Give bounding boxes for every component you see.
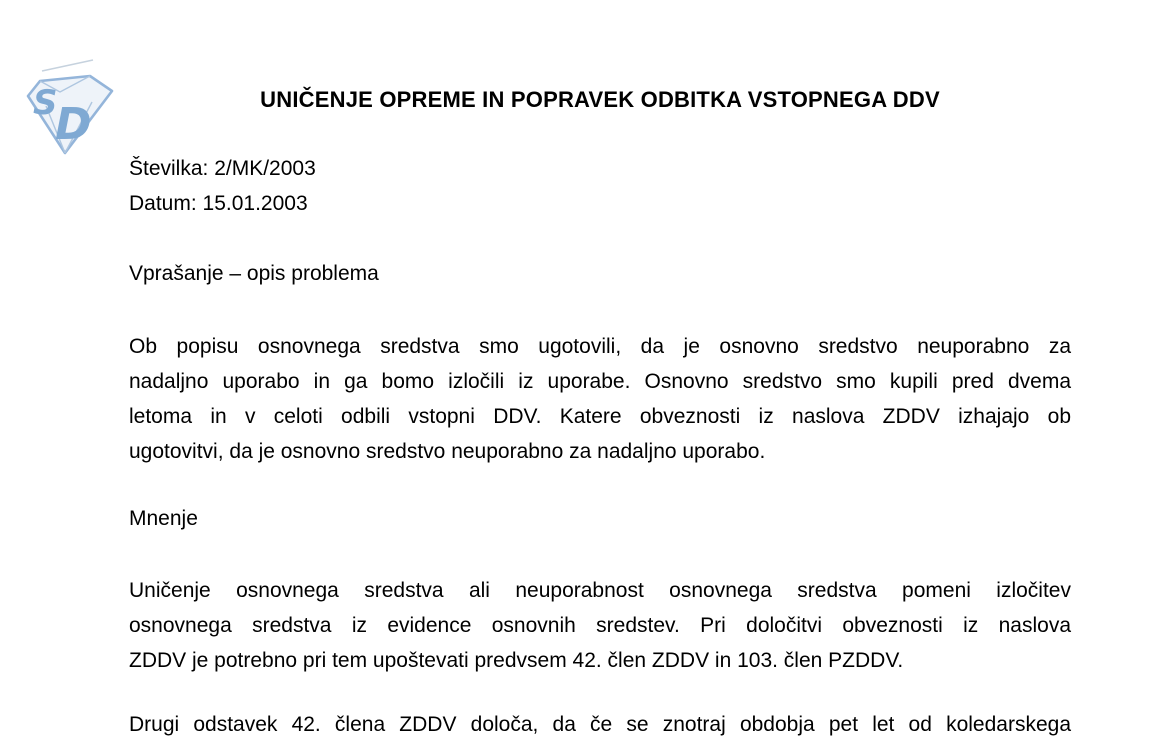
document-title: UNIČENJE OPREME IN POPRAVEK ODBITKA VSTOPNEGA DDV — [260, 87, 940, 112]
opinion-heading: Mnenje — [129, 507, 198, 530]
document-date-line: Datum: 15.01.2003 — [129, 192, 308, 215]
logo-letter-s: S — [33, 83, 58, 123]
paragraph-line: Uničenje osnovnega sredstva ali neuporabnost osnovnega sredstva pomeni izločitev — [129, 579, 1071, 602]
logo-accent-line — [42, 60, 93, 71]
paragraph-line: Drugi odstavek 42. člena ZDDV določa, da če se znotraj obdobja pet let od koledarskega — [129, 713, 1071, 736]
opinion-paragraph-1 — [129, 573, 1071, 678]
question-paragraph — [129, 329, 1071, 469]
paragraph-line: Ob popisu osnovnega sredstva smo ugotovili, da je osnovno sredstvo neuporabno za — [129, 335, 1071, 358]
opinion-paragraph-2 — [129, 707, 1071, 742]
logo-letter-d: D — [55, 99, 92, 150]
document-number-line: Številka: 2/MK/2003 — [129, 157, 316, 180]
paragraph-line: ZDDV je potrebno pri tem upoštevati predvsem 42. člen ZDDV in 103. člen PZDDV. — [129, 649, 904, 672]
question-heading: Vprašanje – opis problema — [129, 262, 379, 285]
paragraph-line: ugotovitvi, da je osnovno sredstvo neuporabno za nadaljno uporabo. — [129, 440, 766, 463]
paragraph-line: osnovnega sredstva iz evidence osnovnih sredstev. Pri določitvi obveznosti iz naslova — [129, 614, 1071, 637]
paragraph-line: letoma in v celoti odbili vstopni DDV. Katere obveznosti iz naslova ZDDV izhajajo ob — [129, 405, 1071, 428]
paragraph-line: nadaljno uporabo in ga bomo izločili iz uporabe. Osnovno sredstvo smo kupili pred dvema — [129, 370, 1071, 393]
sd-diamond-logo-icon — [26, 56, 116, 158]
